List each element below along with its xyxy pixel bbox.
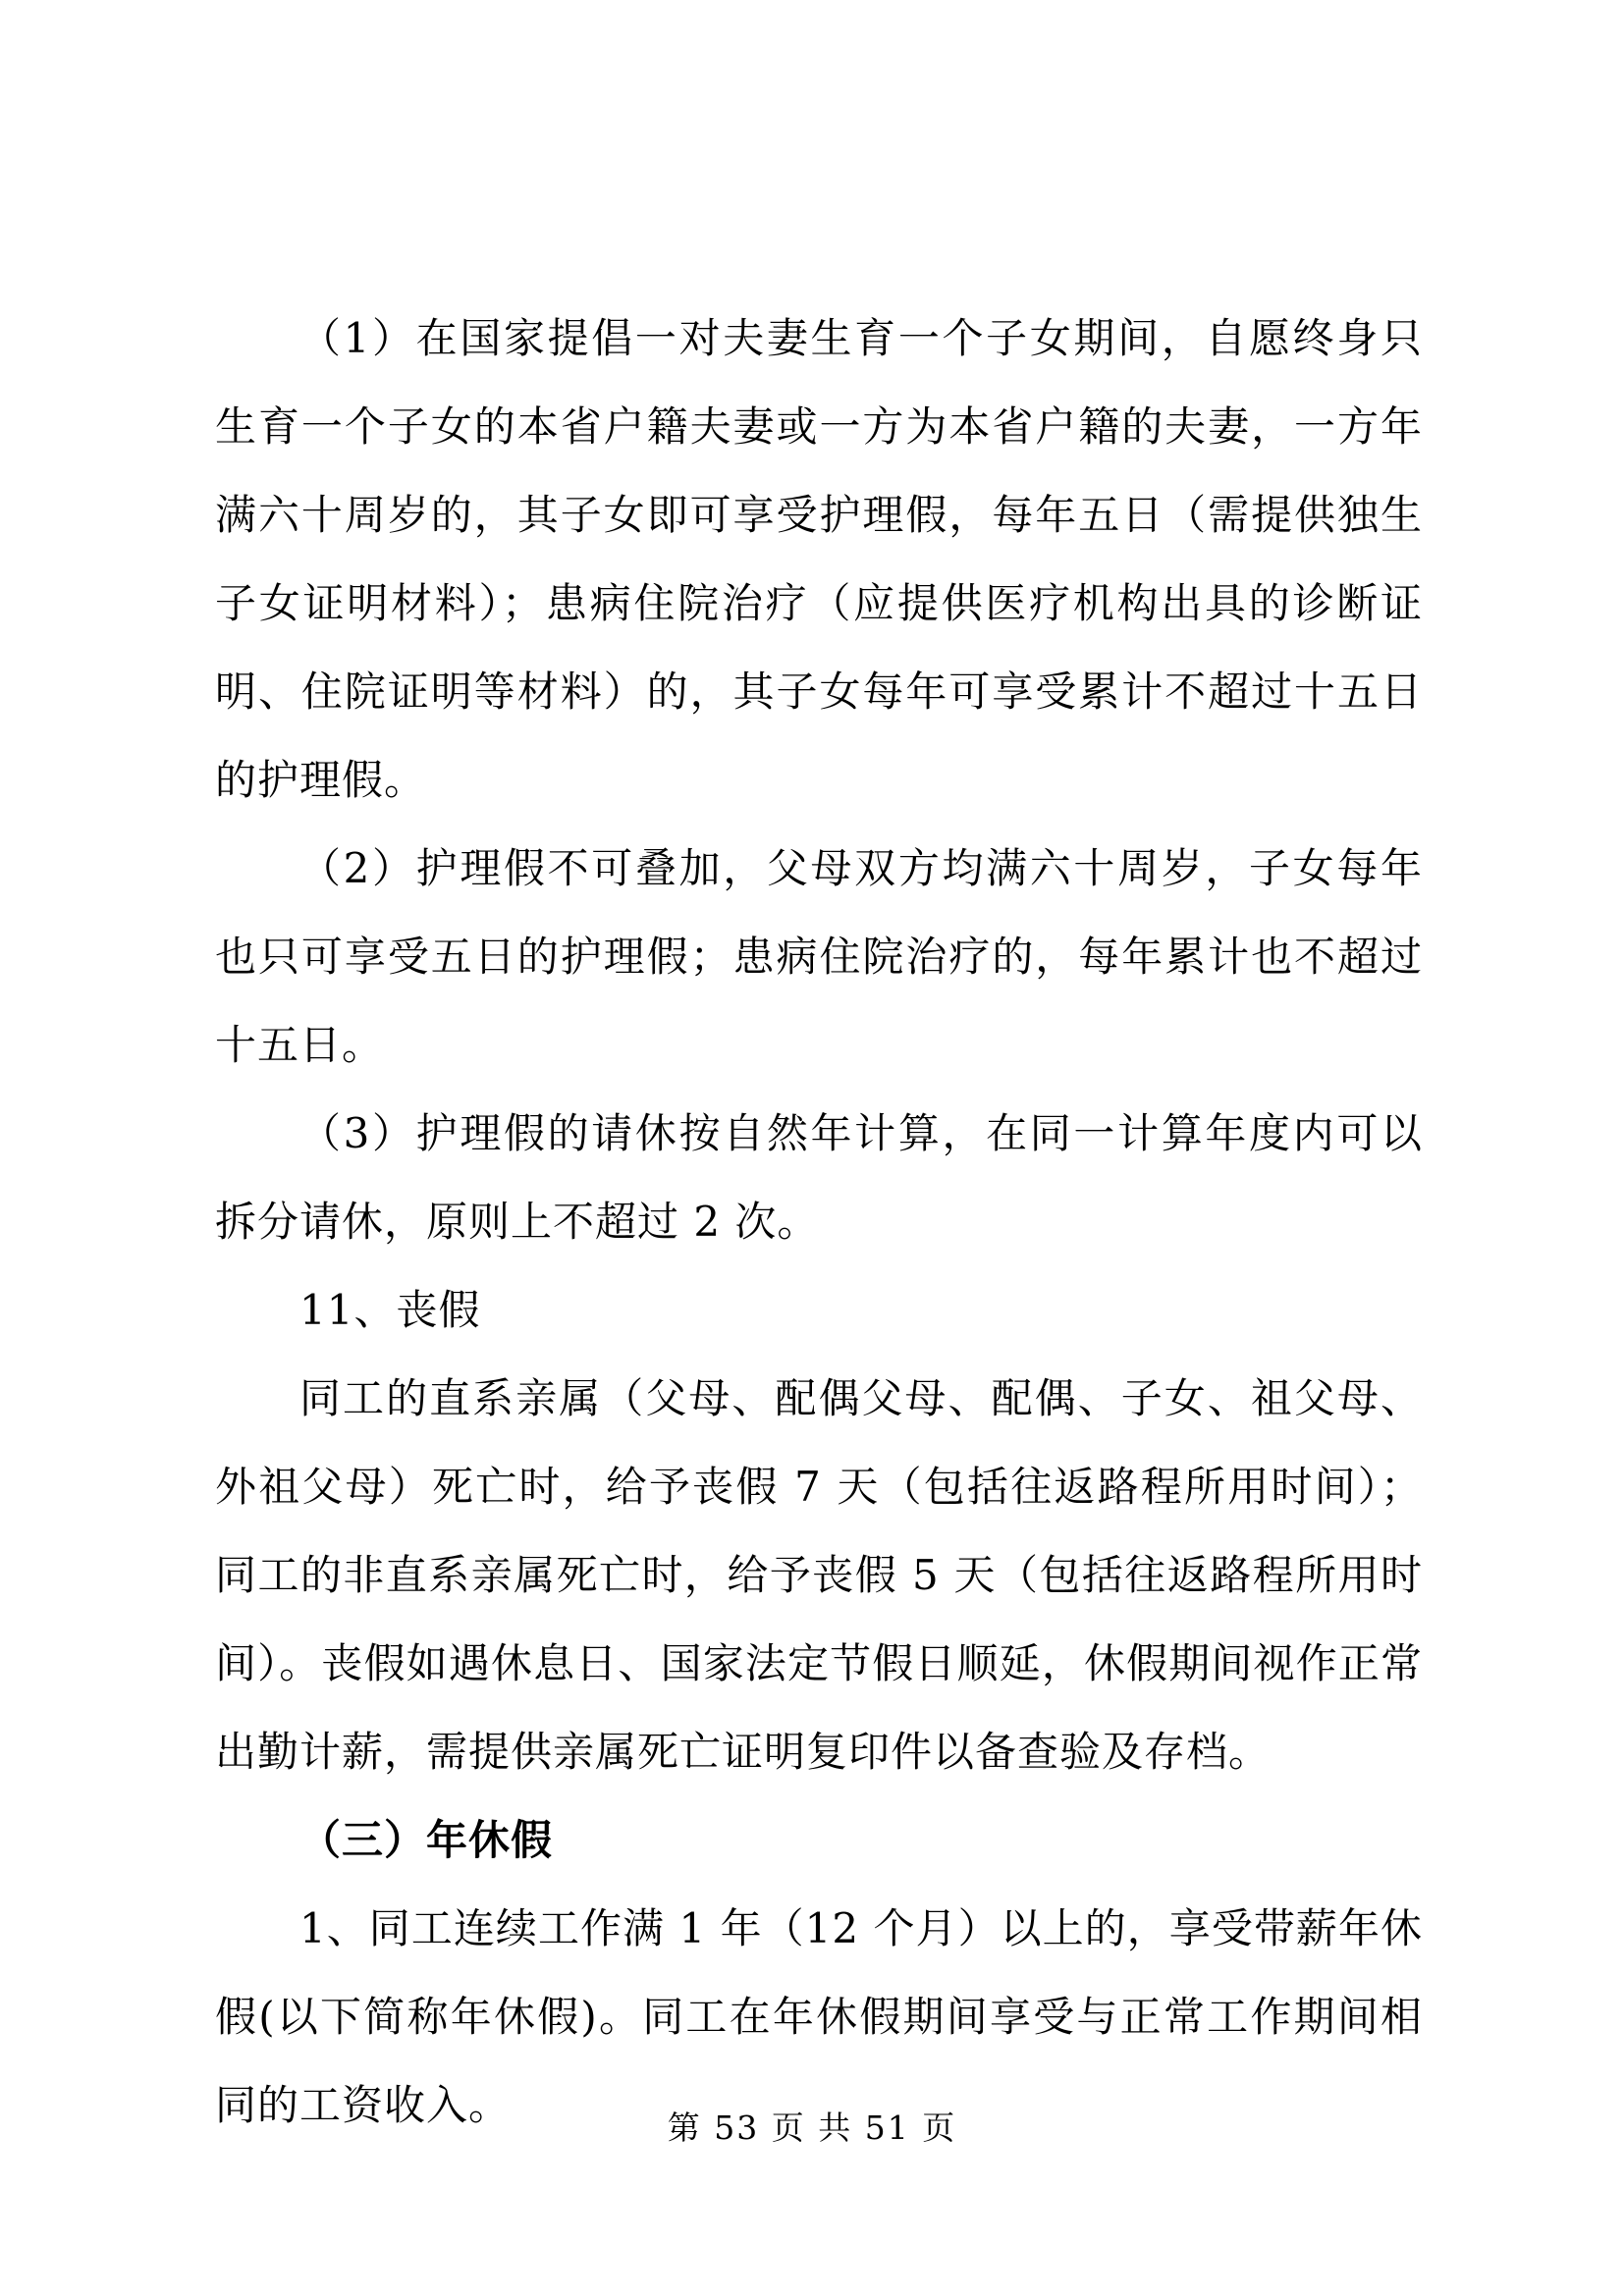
paragraph-nursing-leave-2: （2）护理假不可叠加，父母双方均满六十周岁，子女每年也只可享受五日的护理假；患病住院治疗的，每年累计也不超过十五日。 [215,844,1423,1069]
footer-total-pages: 51 [864,2109,910,2147]
paragraph-annual-leave-1: 1、同工连续工作满 1 年（12 个月）以上的，享受带薪年休假(以下简称年休假)。同工在年休假期间享受与正常工作期间相同的工资收入。 [215,1904,1423,2129]
footer-current-page: 53 [714,2109,760,2147]
footer-suffix: 页 [922,2109,957,2147]
paragraph-bereavement-leave: 同工的直系亲属（父母、配偶父母、配偶、子女、祖父母、外祖父母）死亡时，给予丧假 7 天（包括往返路程所用时间）；同工的非直系亲属死亡时，给予丧假 5 天（包括往返路程所用时间）。丧假如遇休息日、国家法定节假日顺延，休假期间视作正常出勤计薪，需提供亲属死亡证明复印件以备查验及存档。 [215,1374,1423,1776]
page-footer [0,2109,1624,2148]
document-body [215,294,1423,2150]
section-heading-annual-leave: （三）年休假 [299,1816,554,1864]
footer-middle: 页 共 [771,2109,853,2147]
paragraph-bereavement-title: 11、丧假 [299,1286,481,1334]
paragraph-nursing-leave-1: （1）在国家提倡一对夫妻生育一个子女期间，自愿终身只生育一个子女的本省户籍夫妻或一方为本省户籍的夫妻，一方年满六十周岁的，其子女即可享受护理假，每年五日（需提供独生子女证明材料）；患病住院治疗（应提供医疗机构出具的诊断证明、住院证明等材料）的，其子女每年可享受累计不超过十五日的护理假。 [215,314,1423,804]
footer-prefix: 第 [667,2109,702,2147]
paragraph-nursing-leave-3: （3）护理假的请休按自然年计算，在同一计算年度内可以拆分请休，原则上不超过 2 次。 [215,1109,1423,1246]
